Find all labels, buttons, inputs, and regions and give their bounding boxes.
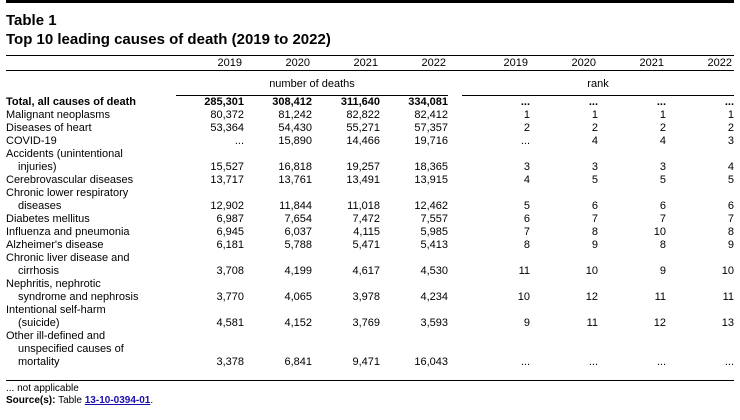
cause-name-line: (suicide): [18, 317, 60, 329]
deaths-cell: 5,985: [420, 226, 448, 238]
source-table-link[interactable]: 13-10-0394-01: [84, 395, 151, 406]
table-label: Table 1: [6, 12, 57, 29]
cause-name-line: Total, all causes of death: [6, 96, 136, 108]
gap-cell: [448, 304, 462, 330]
table-row: [6, 304, 734, 330]
deaths-cell: 5,788: [284, 239, 312, 251]
deaths-cell: 16,818: [278, 161, 312, 173]
cause-name: [6, 96, 176, 109]
gap-header-cell: [448, 56, 462, 71]
deaths-cell: 16,043: [414, 356, 448, 368]
deaths-cell: 285,301: [204, 96, 244, 108]
cause-name-line: syndrome and nephrosis: [18, 291, 139, 303]
table-title: Top 10 leading causes of death (2019 to 2022): [6, 31, 331, 48]
table-row: [6, 109, 734, 122]
deaths-cell: 7,472: [352, 213, 380, 225]
rank-cell: 7: [591, 213, 598, 225]
gap-cell: [448, 213, 462, 226]
rank-cell: ...: [724, 96, 734, 108]
gap-cell: [448, 109, 462, 122]
deaths-cell: 55,271: [346, 122, 380, 134]
cause-name-line: Diabetes mellitus: [6, 213, 90, 225]
deaths-cell: 3,378: [216, 356, 244, 368]
rank-cell: 11: [518, 265, 530, 277]
table-row: [6, 135, 734, 148]
bottom-rule: [6, 380, 734, 381]
deaths-cell: 5,413: [420, 239, 448, 251]
rank-cell: 10: [653, 226, 666, 238]
deaths-unit-header: [176, 71, 448, 97]
cause-name-line: mortality: [18, 356, 60, 368]
cause-name-line: injuries): [18, 161, 57, 173]
rank-cell: 1: [523, 109, 530, 121]
table-row: [6, 174, 734, 187]
rank-cell: 10: [585, 265, 598, 277]
deaths-cell: 9,471: [352, 356, 380, 368]
title-block: [6, 11, 734, 49]
gap-cell: [448, 252, 462, 278]
rank-cell: 7: [523, 226, 530, 238]
rank-cell: 3: [523, 161, 530, 173]
source-end: .: [150, 395, 154, 406]
deaths-cell: 12,902: [210, 200, 244, 212]
gap-cell: [448, 135, 462, 148]
cause-name: [6, 122, 176, 135]
deaths-cell: 54,430: [278, 122, 312, 134]
rank-cell: ...: [724, 356, 734, 368]
gap-unit-cell: [448, 71, 462, 97]
rank-cell: 3: [591, 161, 598, 173]
rank-cell: 12: [653, 317, 666, 329]
rank-cell: 8: [591, 226, 598, 238]
causes-of-death-table: [6, 55, 734, 369]
deaths-cell: 13,491: [346, 174, 380, 186]
year-header-row: [6, 56, 734, 71]
deaths-cell: 82,412: [414, 109, 448, 121]
empty-unit-cell: [6, 71, 176, 97]
cause-name: [6, 135, 176, 148]
cause-name: [6, 213, 176, 226]
table-row: [6, 122, 734, 135]
table-row: [6, 226, 734, 239]
rank-year-header: 2022: [666, 56, 734, 71]
deaths-year-header: 2021: [312, 56, 380, 71]
rank-cell: 3: [659, 161, 666, 173]
deaths-cell: 6,037: [284, 226, 312, 238]
deaths-cell: 11,844: [279, 200, 312, 212]
rank-year-header: 2021: [598, 56, 666, 71]
cause-name-line: cirrhosis: [18, 265, 59, 277]
cause-name-line: Cerebrovascular diseases: [6, 174, 134, 186]
deaths-cell: 11,018: [347, 200, 380, 212]
rank-cell: ...: [656, 356, 666, 368]
rank-cell: 10: [517, 291, 530, 303]
gap-cell: [448, 239, 462, 252]
deaths-cell: 4,199: [284, 265, 312, 277]
rank-cell: 8: [523, 239, 530, 251]
deaths-cell: 4,581: [216, 317, 244, 329]
rank-cell: 7: [727, 213, 734, 225]
cause-name: [6, 148, 176, 174]
deaths-cell: 13,717: [210, 174, 244, 186]
rank-cell: 5: [591, 174, 598, 186]
gap-cell: [448, 278, 462, 304]
cause-name: [6, 330, 176, 369]
deaths-cell: 334,081: [408, 96, 448, 108]
gap-cell: [448, 330, 462, 369]
rank-cell: ...: [520, 356, 530, 368]
rank-cell: 3: [727, 135, 734, 147]
cause-name-line: COVID-19: [6, 135, 57, 147]
deaths-cell: 4,115: [353, 226, 380, 238]
gap-cell: [448, 187, 462, 213]
rank-cell: 6: [659, 200, 666, 212]
rank-cell: 5: [523, 200, 530, 212]
deaths-cell: 4,152: [284, 317, 312, 329]
rank-cell: 6: [523, 213, 530, 225]
table-row: [6, 148, 734, 174]
rank-cell: 5: [727, 174, 734, 186]
deaths-cell: 7,557: [420, 213, 448, 225]
rank-cell: 4: [659, 135, 666, 147]
rank-cell: 2: [727, 122, 734, 134]
deaths-cell: 13,915: [414, 174, 448, 186]
cause-name: [6, 109, 176, 122]
rank-cell: ...: [588, 96, 598, 108]
gap-cell: [448, 96, 462, 109]
rank-cell: 11: [722, 291, 734, 303]
rank-cell: 1: [727, 109, 734, 121]
cause-name: [6, 252, 176, 278]
rank-cell: 12: [585, 291, 598, 303]
empty-header-cell: [6, 56, 176, 71]
deaths-cell: 5,471: [352, 239, 380, 251]
deaths-cell: ...: [234, 135, 244, 147]
cause-name-line: Diseases of heart: [6, 122, 92, 134]
top-rule: [6, 0, 734, 3]
rank-cell: 1: [659, 109, 666, 121]
cause-name-line: Alzheimer's disease: [6, 239, 104, 251]
source-line: [6, 395, 734, 407]
deaths-cell: 15,890: [278, 135, 312, 147]
rank-cell: ...: [656, 96, 666, 108]
rank-cell: 11: [586, 317, 598, 329]
rank-cell: 2: [591, 122, 598, 134]
rank-cell: 2: [523, 122, 530, 134]
rank-cell: 4: [591, 135, 598, 147]
deaths-cell: 3,593: [420, 317, 448, 329]
rank-unit-label: rank: [462, 78, 734, 96]
table-row: [6, 330, 734, 369]
deaths-year-header: 2020: [244, 56, 312, 71]
deaths-cell: 6,945: [216, 226, 244, 238]
cause-name-line: diseases: [18, 200, 62, 212]
table-row: [6, 252, 734, 278]
deaths-cell: 3,769: [352, 317, 380, 329]
deaths-cell: 19,257: [346, 161, 380, 173]
deaths-cell: 12,462: [414, 200, 448, 212]
rank-cell: 7: [659, 213, 666, 225]
source-text: Table: [58, 395, 82, 406]
gap-cell: [448, 122, 462, 135]
gap-cell: [448, 226, 462, 239]
deaths-unit-label: number of deaths: [176, 78, 448, 96]
deaths-cell: 82,822: [346, 109, 380, 121]
table-row: [6, 187, 734, 213]
rank-cell: 11: [654, 291, 666, 303]
deaths-cell: 6,987: [216, 213, 244, 225]
rank-cell: 9: [659, 265, 666, 277]
footnote-not-applicable: ... not applicable: [6, 383, 79, 394]
deaths-cell: 3,708: [216, 265, 244, 277]
gap-cell: [448, 174, 462, 187]
table-body: [6, 96, 734, 369]
rank-cell: 8: [659, 239, 666, 251]
table-row: [6, 213, 734, 226]
deaths-cell: 15,527: [210, 161, 244, 173]
rank-year-header: 2020: [530, 56, 598, 71]
rank-cell: 4: [727, 161, 734, 173]
deaths-cell: 6,181: [216, 239, 244, 251]
rank-cell: 2: [659, 122, 666, 134]
deaths-cell: 3,770: [216, 291, 244, 303]
rank-cell: 1: [591, 109, 598, 121]
cause-name-line: Other ill-defined and: [6, 330, 106, 342]
cause-name: [6, 187, 176, 213]
cause-name: [6, 174, 176, 187]
cause-name-line: unspecified causes of: [18, 343, 124, 355]
deaths-cell: 80,372: [210, 109, 244, 121]
cause-name-line: Chronic liver disease and: [6, 252, 130, 264]
deaths-cell: 57,357: [414, 122, 448, 134]
deaths-year-header: 2022: [380, 56, 448, 71]
unit-header-row: [6, 71, 734, 97]
rank-cell: 9: [523, 317, 530, 329]
rank-cell: ...: [520, 96, 530, 108]
cause-name-line: Influenza and pneumonia: [6, 226, 130, 238]
cause-name-line: Accidents (unintentional: [6, 148, 123, 160]
table-footer: [6, 383, 734, 407]
cause-name: [6, 304, 176, 330]
deaths-cell: 3,978: [352, 291, 380, 303]
rank-cell: 8: [727, 226, 734, 238]
source-label: Source(s):: [6, 395, 56, 406]
rank-unit-header: [462, 71, 734, 97]
gap-cell: [448, 148, 462, 174]
cause-name: [6, 278, 176, 304]
total-row: [6, 96, 734, 109]
deaths-cell: 18,365: [414, 161, 448, 173]
rank-cell: 4: [523, 174, 530, 186]
cause-name-line: Malignant neoplasms: [6, 109, 110, 121]
deaths-cell: 4,065: [284, 291, 312, 303]
cause-name: [6, 226, 176, 239]
deaths-cell: 6,841: [284, 356, 312, 368]
deaths-cell: 19,716: [414, 135, 448, 147]
cause-name-line: Chronic lower respiratory: [6, 187, 129, 199]
deaths-cell: 311,640: [340, 96, 380, 108]
deaths-cell: 4,617: [352, 265, 380, 277]
rank-cell: 9: [591, 239, 598, 251]
table-row: [6, 278, 734, 304]
cause-name-line: Nephritis, nephrotic: [6, 278, 101, 290]
deaths-cell: 81,242: [278, 109, 312, 121]
deaths-cell: 4,530: [420, 265, 448, 277]
rank-year-header: 2019: [462, 56, 530, 71]
cause-name: [6, 239, 176, 252]
table-row: [6, 239, 734, 252]
cause-name-line: Intentional self-harm: [6, 304, 106, 316]
deaths-cell: 14,466: [346, 135, 380, 147]
deaths-year-header: 2019: [176, 56, 244, 71]
rank-cell: 6: [591, 200, 598, 212]
rank-cell: ...: [520, 135, 530, 147]
rank-cell: 9: [727, 239, 734, 251]
rank-cell: 6: [727, 200, 734, 212]
rank-cell: 13: [721, 317, 734, 329]
deaths-cell: 308,412: [272, 96, 312, 108]
deaths-cell: 7,654: [284, 213, 312, 225]
deaths-cell: 13,761: [278, 174, 312, 186]
deaths-cell: 53,364: [210, 122, 244, 134]
deaths-cell: 4,234: [420, 291, 448, 303]
rank-cell: 10: [721, 265, 734, 277]
rank-cell: ...: [588, 356, 598, 368]
rank-cell: 5: [659, 174, 666, 186]
